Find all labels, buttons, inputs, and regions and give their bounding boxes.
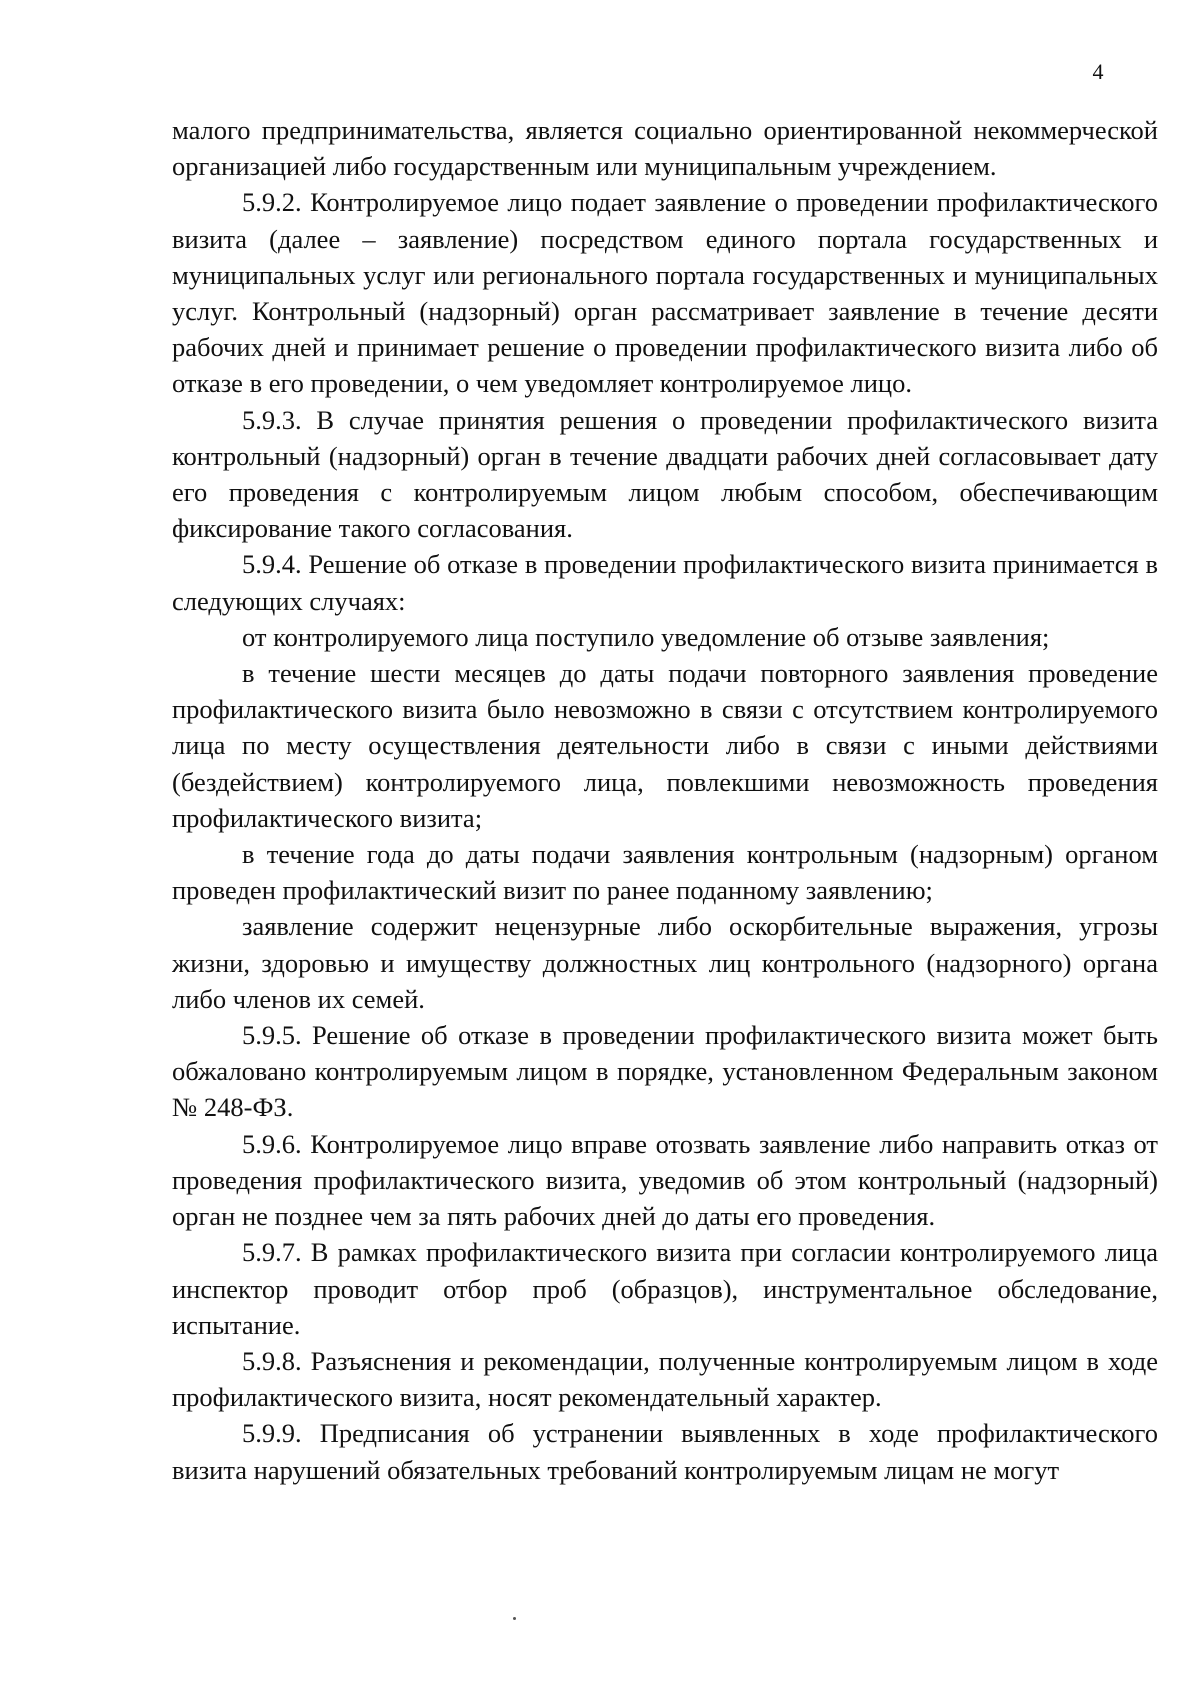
list-item-six-months: в течение шести месяцев до даты подачи повторного заявления проведение профилактического визита было невозможно в связи с отсутствием контролируемого лица по месту осуществления деятельности либо в связи с иными действиями (бездействием) контролируемого лица, повлекшими невозможность проведения профилактического визита; <box>172 658 1158 833</box>
paragraph-continuation: малого предпринимательства, является социально ориентированной некоммерческой организацией либо государственным или муниципальным учреждением. <box>172 115 1158 182</box>
paragraph-5-9-9: 5.9.9. Предписания об устранении выявленных в ходе профилактического визита нарушений обязательных требований контролируемым лицам не могут <box>172 1418 1158 1485</box>
document-body <box>172 112 1158 1488</box>
paragraph-5-9-5: 5.9.5. Решение об отказе в проведении профилактического визита может быть обжаловано контролируемым лицом в порядке, установленном Федеральным законом № 248-ФЗ. <box>172 1020 1158 1123</box>
paragraph-5-9-4: 5.9.4. Решение об отказе в проведении профилактического визита принимается в следующих случаях: <box>172 549 1158 616</box>
scan-dot-mark <box>513 1617 516 1620</box>
list-item-withdrawal: от контролируемого лица поступило уведомление об отзыве заявления; <box>242 621 1050 652</box>
list-item-one-year: в течение года до даты подачи заявления контрольным (надзорным) органом проведен профилактический визит по ранее поданному заявлению; <box>172 839 1158 906</box>
paragraph-5-9-3: 5.9.3. В случае принятия решения о проведении профилактического визита контрольный (надзорный) орган в течение двадцати рабочих дней согласовывает дату его проведения с контролируемым лицом любым способом, обеспечивающим фиксирование такого согласования. <box>172 404 1158 544</box>
paragraph-5-9-6: 5.9.6. Контролируемое лицо вправе отозвать заявление либо направить отказ от проведения профилактического визита, уведомив об этом контрольный (надзорный) орган не позднее чем за пять рабочих дней до даты его проведения. <box>172 1128 1158 1232</box>
paragraph-5-9-8: 5.9.8. Разъяснения и рекомендации, полученные контролируемым лицом в ходе профилактического визита, носят рекомендательный характер. <box>172 1345 1158 1413</box>
paragraph-5-9-7: 5.9.7. В рамках профилактического визита при согласии контролируемого лица инспектор проводит отбор проб (образцов), инструментальное обследование, испытание. <box>172 1237 1158 1340</box>
page-number: 4 <box>1092 59 1104 84</box>
paragraph-5-9-2: 5.9.2. Контролируемое лицо подает заявление о проведении профилактического визита (далее – заявление) посредством единого портала государственных и муниципальных услуг или регионального портала государственных и муниципальных услуг. Контрольный (надзорный) орган рассматривает заявление в течение десяти рабочих дней и принимает решение о проведении профилактического визита либо об отказе в его проведении, о чем уведомляет контролируемое лицо. <box>172 187 1158 399</box>
list-item-offensive: заявление содержит нецензурные либо оскорбительные выражения, угрозы жизни, здоровью и имуществу должностных лиц контрольного (надзорного) органа либо членов их семей. <box>172 911 1158 1014</box>
